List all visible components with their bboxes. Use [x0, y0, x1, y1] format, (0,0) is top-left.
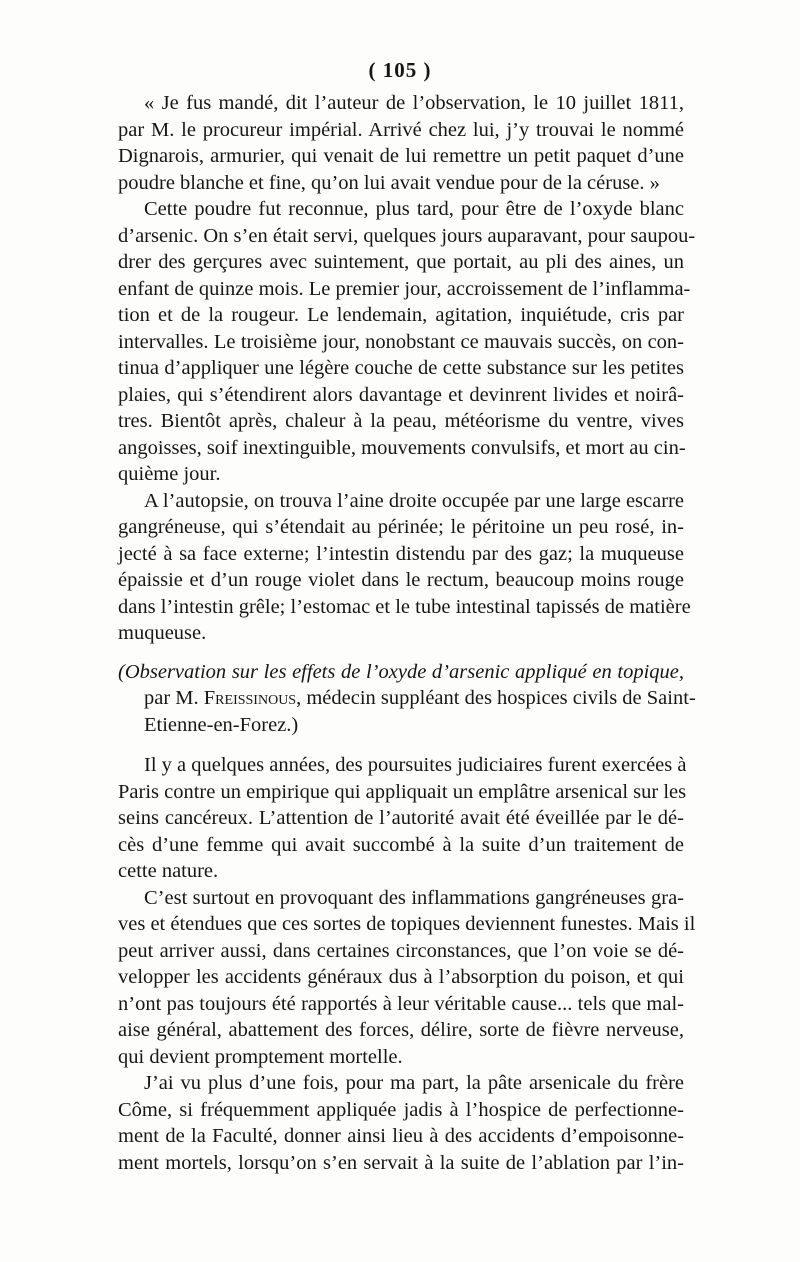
text-line: peut arriver aussi, dans certaines circonstances, que l’on voie se dé-: [118, 939, 684, 962]
paragraph-inflammations: [118, 885, 696, 1071]
heading-title: (Observation sur les effets de l’oxyde d’arsenic appliqué en topique,: [118, 660, 684, 683]
text-line: seins cancéreux. L’attention de l’autorité avait été éveillée par le dé-: [118, 807, 684, 829]
heading-affiliation: , médecin suppléant des hospices civils de Saint-: [296, 687, 696, 709]
text-line: épaissie et d’un rouge violet dans le rectum, beaucoup moins rouge: [118, 569, 684, 591]
text-line: J’ai vu plus d’une fois, pour ma part, la pâte arsenicale du frère: [144, 1072, 684, 1094]
paragraph-quote: [118, 90, 684, 196]
page-number: ( 105 ): [368, 58, 432, 82]
observation-heading: [118, 659, 696, 739]
text-line: plaies, qui s’étendirent alors davantage et devinrent livides et noirâ-: [118, 383, 684, 406]
text-line: quième jour.: [118, 463, 221, 485]
text-line: intervalles. Le troisième jour, nonobstant ce mauvais succès, on con-: [118, 330, 684, 353]
text-line: tion et de la rougeur. Le lendemain, agitation, inquiétude, cris par: [118, 304, 684, 326]
body-text: [118, 90, 696, 1176]
text-line: par M. le procureur impérial. Arrivé chez lui, j’y trouvai le nommé: [118, 118, 684, 141]
author-name: Freissinous: [203, 687, 297, 709]
text-line: Paris contre un empirique qui appliquait un emplâtre arsenical sur les: [118, 780, 687, 803]
text-line: « Je fus mandé, dit l’auteur de l’observation, le 10 juillet 1811,: [144, 92, 684, 114]
text-line: Cette poudre fut reconnue, plus tard, pour être de l’oxyde blanc: [144, 198, 684, 220]
paragraph-paste: [118, 1070, 684, 1176]
text-line: tres. Bientôt après, chaleur à la peau, météorisme du ventre, vives: [118, 410, 684, 432]
text-line: velopper les accidents généraux dus à l’absorption du poison, et qui: [118, 966, 684, 988]
text-line: drer des gerçures avec suintement, que portait, au pli des aines, un: [118, 251, 684, 273]
text-line: aise général, abattement des forces, délire, sorte de fièvre nerveuse,: [118, 1019, 684, 1041]
text-line: cès d’une femme qui avait succombé à la suite d’un traitement de: [118, 833, 684, 856]
text-line: ment mortels, lorsqu’on s’en servait à la suite de l’ablation par l’in-: [118, 1151, 684, 1174]
text-line: d’arsenic. On s’en était servi, quelques jours auparavant, pour saupou-: [118, 224, 696, 247]
heading-prefix: par M.: [144, 687, 204, 709]
text-line: angoisses, soif inextinguible, mouvements convulsifs, et mort au cin-: [118, 436, 686, 459]
text-line: enfant de quinze mois. Le premier jour, accroissement de l’inflamma-: [118, 277, 691, 300]
text-line: A l’autopsie, on trouva l’aine droite occupée par une large escarre: [144, 489, 684, 512]
text-line: Il y a quelques années, des poursuites judiciaires furent exercées à: [144, 754, 687, 776]
text-line: poudre blanche et fine, qu’on lui avait vendue pour de la céruse. »: [118, 171, 660, 194]
paragraph-autopsy: [118, 488, 691, 647]
text-line: cette nature.: [118, 860, 219, 882]
text-line: ves et étendues que ces sortes de topiques deviennent funestes. Mais il: [118, 913, 696, 935]
paragraph-case: [118, 196, 696, 488]
text-line: n’ont pas toujours été rapportés à leur véritable cause... tels que mal-: [118, 992, 684, 1015]
text-line: dans l’intestin grêle; l’estomac et le tube intestinal tapissés de matière: [118, 595, 691, 618]
heading-author-line: [118, 685, 696, 712]
text-line: Côme, si fréquemment appliquée jadis à l’hospice de perfectionne-: [118, 1098, 684, 1121]
heading-location: Etienne-en-Forez.): [144, 713, 299, 736]
text-line: tinua d’appliquer une légère couche de cette substance sur les petites: [118, 357, 684, 379]
text-line: muqueuse.: [118, 622, 207, 644]
text-line: gangréneuse, qui s’étendait au périnée; le péritoine un peu rosé, in-: [118, 516, 684, 538]
text-line: jecté à sa face externe; l’intestin distendu par des gaz; la muqueuse: [118, 542, 684, 565]
text-line: C’est surtout en provoquant des inflammations gangréneuses gra-: [144, 886, 684, 909]
text-line: qui devient promptement mortelle.: [118, 1045, 403, 1068]
paragraph-lawsuit: [118, 752, 687, 885]
text-line: ment de la Faculté, donner ainsi lieu à des accidents d’empoisonne-: [118, 1125, 684, 1147]
text-line: Dignarois, armurier, qui venait de lui remettre un petit paquet d’une: [118, 145, 684, 167]
